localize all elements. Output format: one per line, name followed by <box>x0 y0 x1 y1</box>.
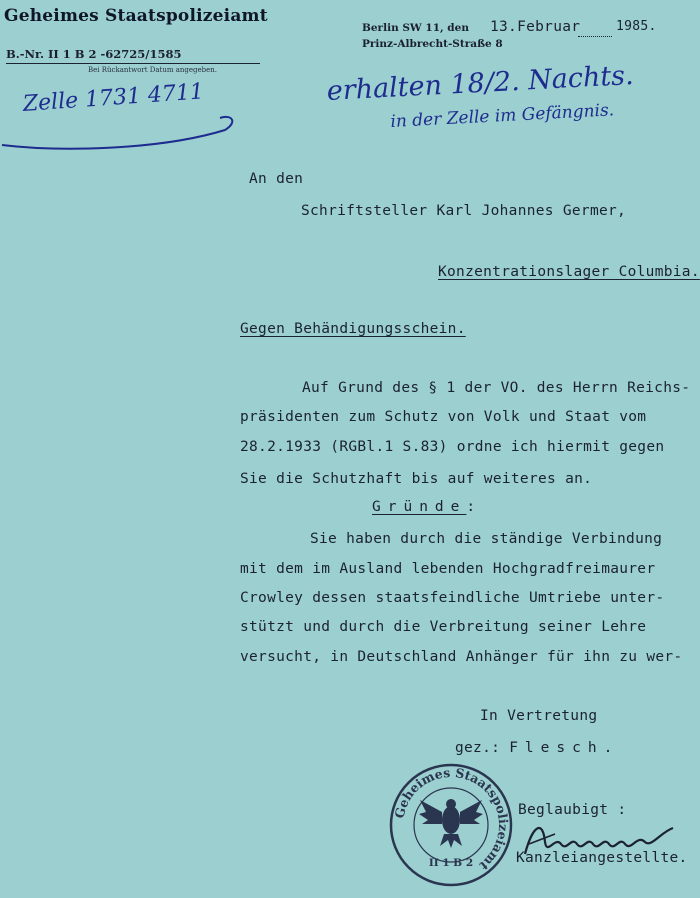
agency-name: Geheimes Staatspolizeiamt <box>4 6 268 26</box>
certification-role: Kanzleiangestellte. <box>516 850 688 866</box>
handwritten-cell-number: Zelle 1731 4711 <box>22 79 205 117</box>
grounds-heading-text: Gründe <box>372 499 467 515</box>
body-line: präsidenten zum Schutz von Volk und Staat vom <box>240 409 647 425</box>
body-line: Sie die Schutzhaft bis auf weiteres an. <box>240 471 593 487</box>
grounds-heading <box>372 499 475 515</box>
reference-rule <box>6 63 260 64</box>
body-line: 28.2.1933 (RGBl.1 S.83) ordne ich hiermit gegen <box>240 439 665 455</box>
reference-number: B.-Nr. II 1 B 2 -62725/1585 <box>6 47 182 61</box>
recipient-location: Konzentrationslager Columbia. <box>438 264 700 280</box>
handwritten-receipt-location: in der Zelle im Gefängnis. <box>390 100 615 132</box>
letter-date: 13.Februar <box>490 19 581 35</box>
subject-line: Gegen Behändigungsschein. <box>240 321 466 337</box>
body-line: Auf Grund des § 1 der VO. des Herrn Reichs- <box>302 380 691 396</box>
date-dots <box>578 36 612 37</box>
letter-year: 1985. <box>616 19 657 34</box>
signature-line <box>455 740 619 756</box>
grounds-line: stützt und durch die Verbreitung seiner Lehre <box>240 619 647 635</box>
reference-note: Bei Rückantwort Datum angegeben. <box>88 66 218 74</box>
stamp-number: II 1 B 2 <box>428 857 474 869</box>
handwritten-receipt-note: erhalten 18/2. Nachts. <box>326 59 635 107</box>
street-address: Prinz-Albrecht-Straße 8 <box>362 38 503 50</box>
salutation: An den <box>249 171 304 187</box>
grounds-line: mit dem im Ausland lebenden Hochgradfreimaurer <box>240 561 656 577</box>
city-district: Berlin SW 11, den <box>362 22 469 34</box>
certification-label: Beglaubigt : <box>518 802 627 818</box>
handwritten-underline <box>0 100 245 155</box>
official-stamp <box>386 760 516 890</box>
recipient-name: Schriftsteller Karl Johannes Germer, <box>301 203 627 219</box>
stamp-ring-text: Geheimes Staatspolizeiamt <box>391 764 512 874</box>
grounds-line: Crowley dessen staatsfeindliche Umtriebe unter- <box>240 590 665 606</box>
signature-capacity: In Vertretung <box>480 708 598 724</box>
grounds-line: Sie haben durch die ständige Verbindung <box>310 531 663 547</box>
eagle-icon <box>419 799 483 848</box>
grounds-heading-colon: : <box>466 499 476 515</box>
grounds-line: versucht, in Deutschland Anhänger für ihn zu wer- <box>240 649 683 665</box>
signatory-name: Flesch. <box>509 740 620 756</box>
signature-prefix: gez.: <box>455 740 501 756</box>
